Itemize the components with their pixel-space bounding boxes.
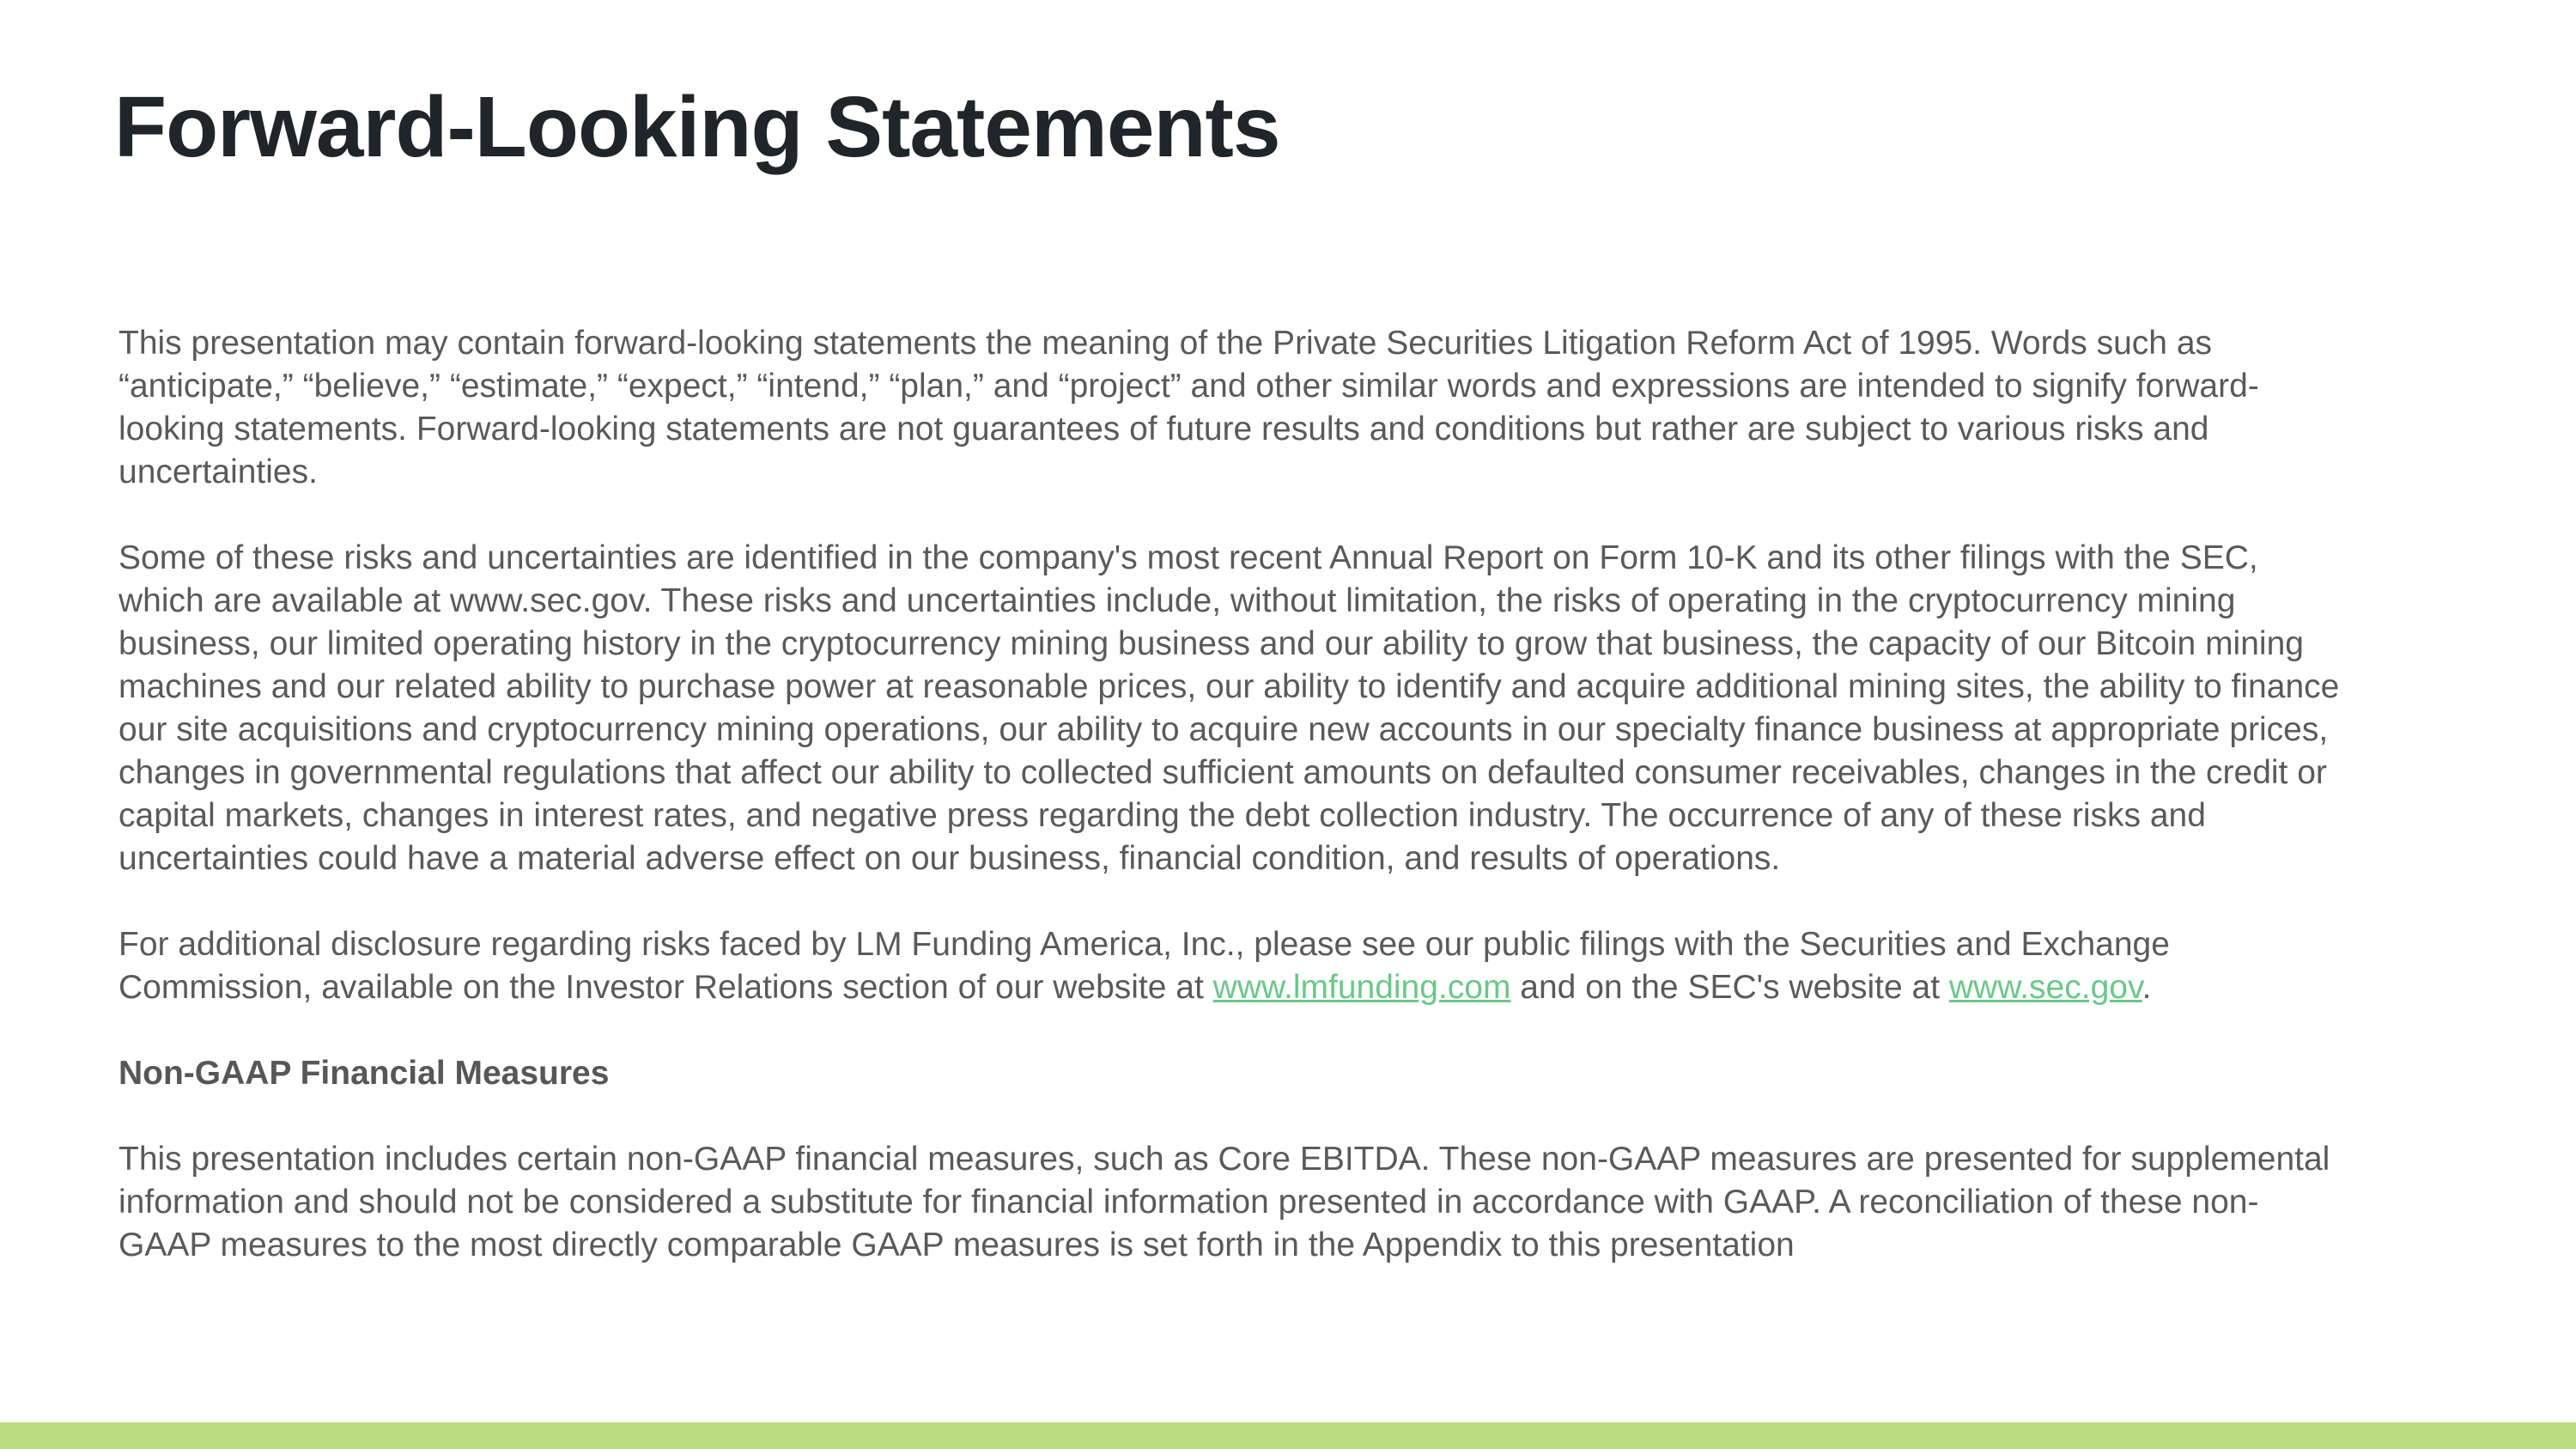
additional-disclosure-paragraph: [118, 923, 2351, 1009]
non-gaap-paragraph: This presentation includes certain non-GAAP financial measures, such as Core EBITDA. These non-GAAP measures are presented for supplemental information and should not be considered a substitute for financial information presented in accordance with GAAP. A reconciliation of these non-GAAP measures to the most directly comparable GAAP measures is set forth in the Appendix to this presentation: [118, 1141, 2330, 1263]
lmfunding-link[interactable]: www.lmfunding.com: [1212, 969, 1511, 1006]
sec-gov-link[interactable]: www.sec.gov: [1948, 969, 2142, 1006]
non-gaap-heading: Non-GAAP Financial Measures: [118, 1055, 610, 1092]
page-title: Forward-Looking Statements: [114, 79, 1280, 175]
risks-paragraph: Some of these risks and uncertainties are identified in the company's most recent Annual Report on Form 10-K and its other filings with the SEC, which are available at www.sec.gov. These risks and uncertainties include, without limitation, the risks of operating in the cryptocurrency mining business, our limited operating history in the cryptocurrency mining business and our ability to grow that business, the capacity of our Bitcoin mining machines and our related ability to purchase power at reasonable prices, our ability to identify and acquire additional mining sites, the ability to finance our site acquisitions and cryptocurrency mining operations, our ability to acquire new accounts in our specialty finance business at appropriate prices, changes in governmental regulations that affect our ability to collected sufficient amounts on defaulted consumer receivables, changes in the credit or capital markets, changes in interest rates, and negative press regarding the debt collection industry. The occurrence of any of these risks and uncertainties could have a material adverse effect on our business, financial condition, and results of operations.: [118, 539, 2340, 877]
disclosure-text-end: .: [2142, 969, 2152, 1006]
slide-body: [118, 322, 2351, 1267]
forward-looking-paragraph: This presentation may contain forward-looking statements the meaning of the Private Securities Litigation Reform Act of 1995. Words such as “anticipate,” “believe,” “estimate,” “expect,” “intend,” “plan,” and “project” and other similar words and expressions are intended to signify forward-looking statements. Forward-looking statements are not guarantees of future results and conditions but rather are subject to various risks and uncertainties.: [118, 325, 2259, 490]
footer-bar: [0, 1422, 2576, 1449]
disclosure-text-middle: and on the SEC's website at: [1510, 969, 1949, 1006]
disclosure-text-start: For additional disclosure regarding risks faced by LM Funding America, Inc., please see our public filings with the Securities and Exchange Commission, available on the Investor Relations section of our website at: [118, 926, 2170, 1006]
